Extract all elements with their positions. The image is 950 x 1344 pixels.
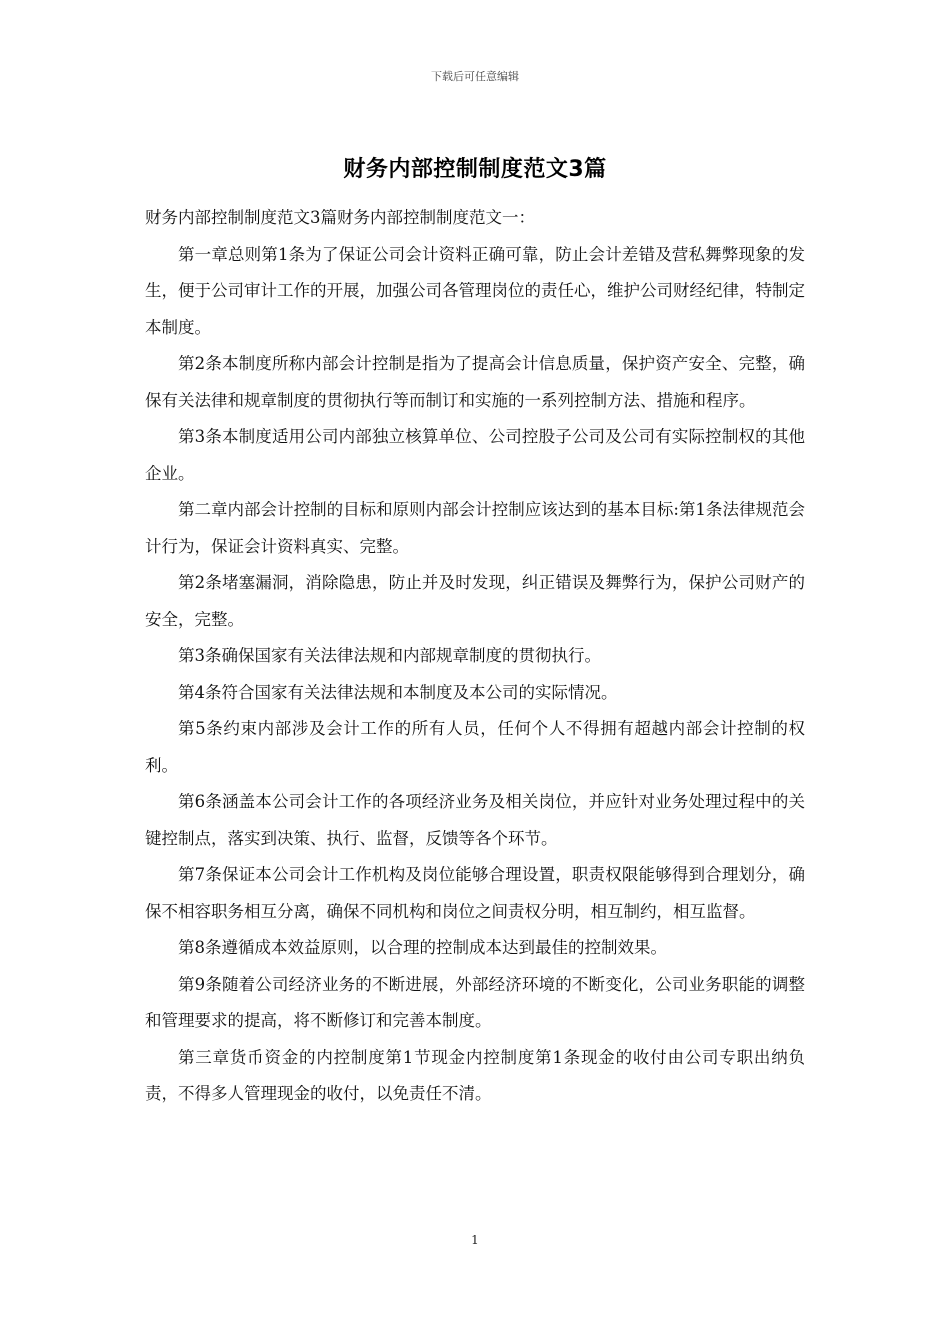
paragraph: 第8条遵循成本效益原则，以合理的控制成本达到最佳的控制效果。 [178, 938, 667, 957]
page-number: 1 [471, 1233, 479, 1247]
paragraph: 第7条保证本公司会计工作机构及岗位能够合理设置，职责权限能够得到合理划分，确保不相容职务相互分离，确保不同机构和岗位之间责权分明，相互制约，相互监督。 [145, 865, 805, 921]
paragraph: 第3条本制度适用公司内部独立核算单位、公司控股子公司及公司有实际控制权的其他企业。 [145, 427, 805, 483]
paragraph: 第6条涵盖本公司会计工作的各项经济业务及相关岗位，并应针对业务处理过程中的关键控制点，落实到决策、执行、监督，反馈等各个环节。 [145, 792, 805, 848]
header-note: 下载后可任意编辑 [431, 70, 519, 83]
document-title: 财务内部控制制度范文3篇 [343, 157, 607, 182]
paragraph: 第9条随着公司经济业务的不断进展，外部经济环境的不断变化，公司业务职能的调整和管理要求的提高，将不断修订和完善本制度。 [145, 974, 805, 1030]
paragraph: 第2条堵塞漏洞，消除隐患，防止并及时发现，纠正错误及舞弊行为，保护公司财产的安全，完整。 [145, 573, 805, 629]
paragraph: 第二章内部会计控制的目标和原则内部会计控制应该达到的基本目标:第1条法律规范会计行为，保证会计资料真实、完整。 [145, 500, 805, 556]
paragraph: 第5条约束内部涉及会计工作的所有人员，任何个人不得拥有超越内部会计控制的权利。 [145, 719, 805, 775]
paragraph: 第三章货币资金的内控制度第1节现金内控制度第1条现金的收付由公司专职出纳负责，不得多人管理现金的收付，以免责任不清。 [145, 1047, 805, 1103]
document-body [145, 200, 805, 1113]
paragraph: 第2条本制度所称内部会计控制是指为了提高会计信息质量，保护资产安全、完整，确保有关法律和规章制度的贯彻执行等而制订和实施的一系列控制方法、措施和程序。 [145, 354, 805, 410]
paragraph: 第4条符合国家有关法律法规和本制度及本公司的实际情况。 [178, 682, 618, 702]
paragraph: 第3条确保国家有关法律法规和内部规章制度的贯彻执行。 [178, 646, 601, 665]
paragraph-intro: 财务内部控制制度范文3篇财务内部控制制度范文一： [145, 208, 535, 227]
paragraph: 第一章总则第1条为了保证公司会计资料正确可靠，防止会计差错及营私舞弊现象的发生，便于公司审计工作的开展，加强公司各管理岗位的责任心，维护公司财经纪律，特制定本制度。 [145, 244, 805, 337]
